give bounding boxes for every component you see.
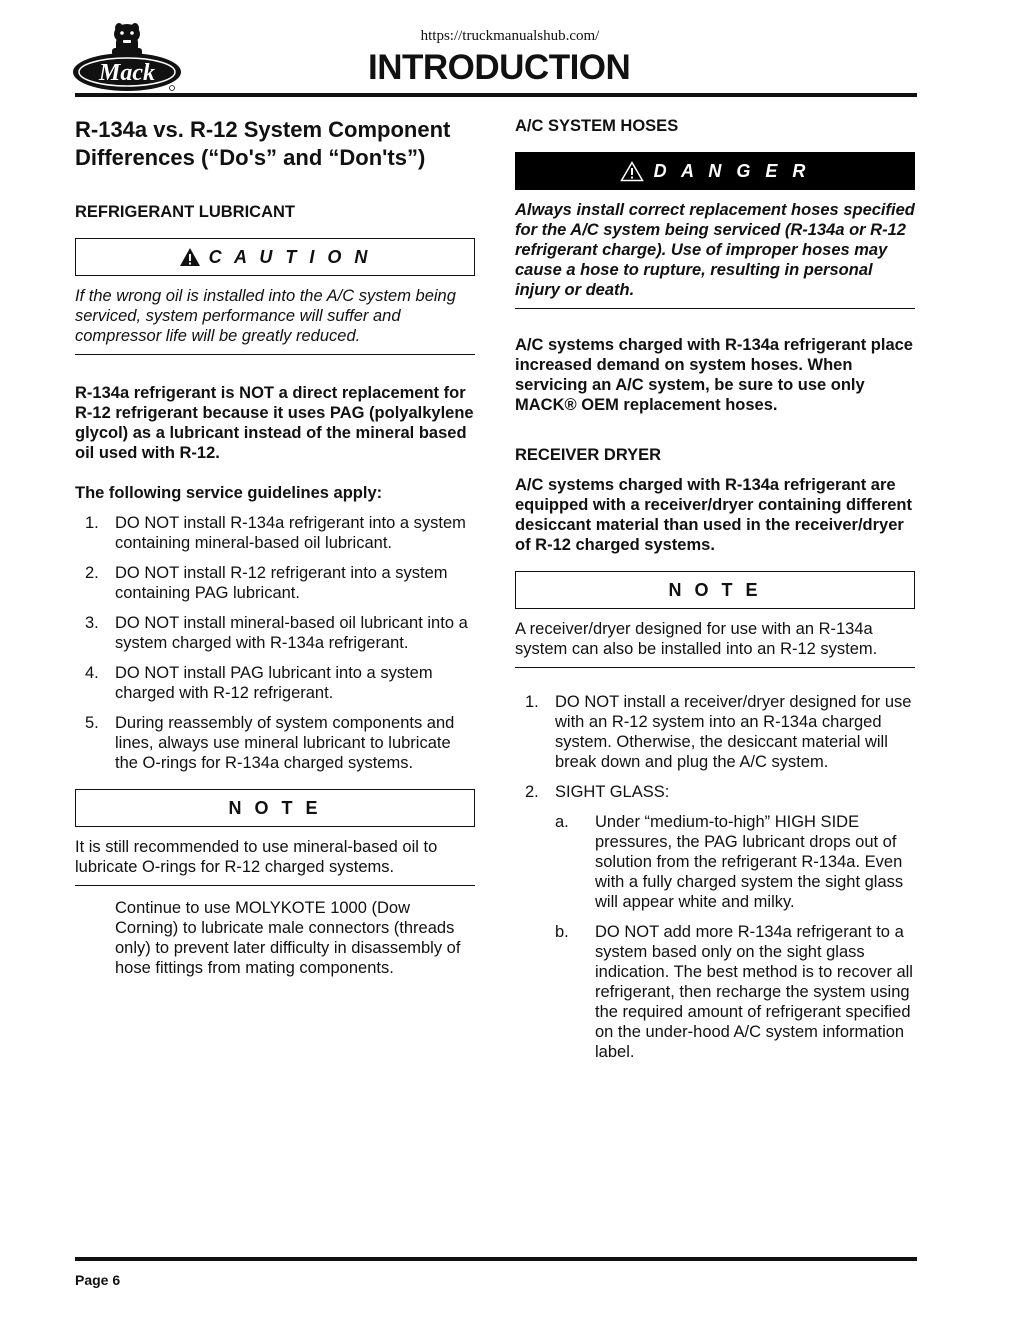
- lubricant-heading: REFRIGERANT LUBRICANT: [75, 203, 295, 221]
- guidelines-intro: The following service guidelines apply:: [75, 484, 383, 502]
- caution-box: [75, 238, 475, 276]
- danger-text: Always install correct replacement hoses specified for the A/C system being serviced (R-134a or R-12 refrigerant charge). Use of improper hoses may cause a hose to rupture, resulting in personal injury or death.: [515, 190, 915, 309]
- guidelines-list: [75, 513, 475, 773]
- danger-box: [515, 152, 915, 190]
- page-title: INTRODUCTION: [368, 48, 631, 87]
- list-item: 1. DO NOT install a receiver/dryer designed for use with an R-12 system into an R-134a charged system. Otherwise, the desiccant material will break down and plug the A/C system.: [525, 693, 912, 771]
- dryer-heading: RECEIVER DRYER: [515, 446, 662, 464]
- list-item: 2. DO NOT install R-12 refrigerant into a system containing PAG lubricant.: [85, 564, 448, 602]
- dryer-paragraph: A/C systems charged with R-134a refrigerant are equipped with a receiver/dryer containing different desiccant material than used in the receiver/dryer of R-12 charged systems.: [515, 476, 912, 554]
- svg-text:Mack: Mack: [99, 60, 155, 86]
- caution-label: C A U T I O N: [208, 246, 372, 267]
- note-box: [75, 789, 475, 827]
- list-item: 2. SIGHT GLASS: a. Under “medium-to-high” HIGH SIDE pressures, the PAG lubricant drops out of solution from the refrigerant R-134a. Even with a fully charged system the sight glass will appear white and milky. b. DO NOT add more R-134a refrigerant to a system based only on the sight glass indication. The best method is to recover all refrigerant, then recharge the system using the required amount of refrigerant specified on the under-hood A/C system information label.: [515, 782, 915, 1062]
- page-number: Page 6: [75, 1272, 121, 1288]
- list-item: 4. DO NOT install PAG lubricant into a system charged with R-12 refrigerant.: [85, 664, 433, 702]
- warning-triangle-icon: [620, 161, 644, 182]
- left-column: [75, 116, 475, 978]
- list-item: b. DO NOT add more R-134a refrigerant to a system based only on the sight glass indication. The best method is to recover all refrigerant, then recharge the system using the required amount of refrigerant specified on the under-hood A/C system information label.: [555, 923, 913, 1061]
- right-column: [515, 116, 915, 1072]
- header-rule: [75, 93, 917, 97]
- note-label: N O T E: [668, 579, 762, 600]
- molykote-paragraph: Continue to use MOLYKOTE 1000 (Dow Corning) to lubricate male connectors (threads only) to prevent later difficulty in disassembly of hose fittings from mating components.: [115, 899, 461, 977]
- warning-triangle-icon: [179, 247, 201, 267]
- section-title: R-134a vs. R-12 System Component Differences (“Do's” and “Don'ts”): [75, 117, 451, 170]
- source-url: https://truckmanualshub.com/: [420, 28, 600, 44]
- list-item: 3. DO NOT install mineral-based oil lubricant into a system charged with R-134a refrigerant.: [85, 614, 468, 652]
- footer-rule: [75, 1257, 917, 1261]
- list-item: a. Under “medium-to-high” HIGH SIDE pressures, the PAG lubricant drops out of solution from the refrigerant R-134a. Even with a fully charged system the sight glass will appear white and milky.: [555, 813, 904, 911]
- danger-label: D A N G E R: [653, 160, 811, 181]
- pag-paragraph: R-134a refrigerant is NOT a direct replacement for R-12 refrigerant because it uses PAG (polyalkylene glycol) as a lubricant instead of the mineral based oil used with R-12.: [75, 384, 474, 462]
- mack-bulldog-logo: [70, 18, 185, 94]
- sight-glass-sublist: [555, 812, 915, 1062]
- note-box: [515, 571, 915, 609]
- hoses-paragraph: A/C systems charged with R-134a refrigerant place increased demand on system hoses. When servicing an A/C system, be sure to use only MACK® OEM replacement hoses.: [515, 336, 913, 414]
- note-label: N O T E: [228, 797, 322, 818]
- list-item: 1. DO NOT install R-134a refrigerant into a system containing mineral-based oil lubricant.: [85, 514, 466, 552]
- note-text: It is still recommended to use mineral-based oil to lubricate O-rings for R-12 charged systems.: [75, 827, 475, 886]
- hoses-heading: A/C SYSTEM HOSES: [515, 117, 679, 135]
- caution-text: If the wrong oil is installed into the A/C system being serviced, system performance will suffer and compressor life will be greatly reduced.: [75, 276, 475, 355]
- list-item: 5. During reassembly of system components and lines, always use mineral lubricant to lubricate the O-rings for R-134a charged systems.: [85, 714, 455, 772]
- note-text: A receiver/dryer designed for use with an R-134a system can also be installed into an R-12 system.: [515, 609, 915, 668]
- dryer-list: [515, 692, 915, 1062]
